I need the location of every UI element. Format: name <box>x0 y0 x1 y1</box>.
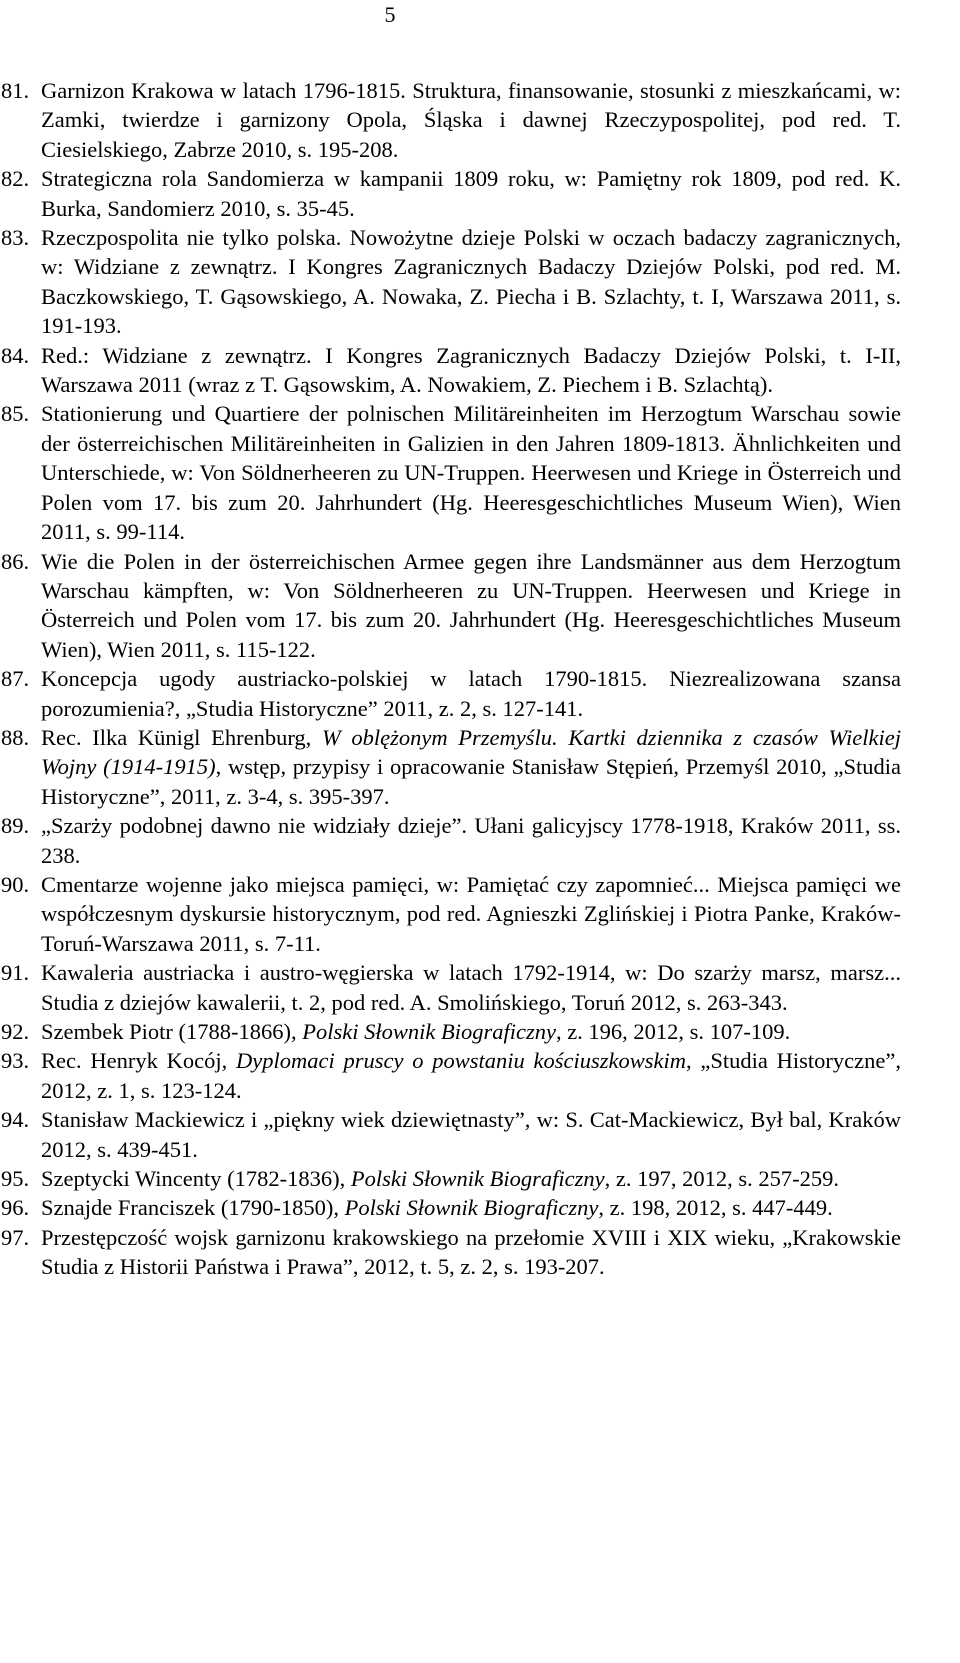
bibliography-entry <box>0 870 960 958</box>
entry-text <box>41 1017 901 1046</box>
entry-number: 85. <box>1 401 30 427</box>
bibliography-entry <box>0 1105 960 1164</box>
entry-italic-title: Dyplomaci pruscy o powstaniu kościuszkowskim <box>236 1048 687 1074</box>
entry-text-segment: Kawaleria austriacka i austro-węgierska w latach 1792-1914, w: Do szarży marsz, marsz... Studia z dziejów kawalerii, t. 2, pod red. A. Smolińskiego, Toruń 2012, s. 263-343. <box>41 960 901 1015</box>
entry-text <box>41 723 901 811</box>
entry-text-segment: , z. 197, 2012, s. 257-259. <box>604 1166 839 1192</box>
entry-text-segment: Red.: Widziane z zewnątrz. I Kongres Zagranicznych Badaczy Dziejów Polski, t. I-II, Warszawa 2011 (wraz z T. Gąsowskim, A. Nowakiem, Z. Piechem i B. Szlachtą). <box>41 342 901 398</box>
entry-text <box>41 1046 901 1105</box>
bibliography-entry <box>0 664 960 723</box>
bibliography-entry <box>0 399 960 546</box>
bibliography-entry <box>0 341 960 400</box>
entry-number: 88. <box>1 724 30 750</box>
bibliography-entry <box>0 223 960 341</box>
entry-number: 83. <box>1 225 30 251</box>
entry-text <box>41 1105 901 1164</box>
entry-text <box>41 811 901 870</box>
entry-text <box>41 870 901 958</box>
entry-text-segment: Stationierung und Quartiere der polnischen Militäreinheiten im Herzogtum Warschau sowie der österreichischen Militäreinheiten in Galizien in den Jahren 1809-1813. Ähnlichkeiten und Unterschiede, w: Von Söldnerheeren zu UN-Truppen. Heerwesen und Kriege in Österreich und Polen vom 17. bis zum 20. Jahrhundert (Hg. Heeresgeschichtliches Museum Wien), Wien 2011, s. 99-114. <box>41 401 901 545</box>
entry-text-segment: Stanisław Mackiewicz i „piękny wiek dziewiętnasty”, w: S. Cat-Mackiewicz, Był bal, Kraków 2012, s. 439-451. <box>41 1107 901 1162</box>
entry-number: 94. <box>1 1107 30 1133</box>
entry-number: 87. <box>1 666 30 692</box>
entry-text-segment: , z. 196, 2012, s. 107-109. <box>555 1019 791 1044</box>
bibliography-entry <box>0 547 960 665</box>
entry-text-segment: , z. 198, 2012, s. 447-449. <box>598 1195 833 1221</box>
bibliography-entry <box>0 164 960 223</box>
entry-italic-title: W oblężonym Przemyślu. Kartki dziennika z czasów Wielkiej Wojny (1914-1915) <box>41 724 902 780</box>
entry-text <box>41 1223 901 1282</box>
entry-text <box>41 958 901 1017</box>
entry-text-segment: Rzeczpospolita nie tylko polska. Nowożytne dzieje Polski w oczach badaczy zagranicznych, w: Widziane z zewnątrz. I Kongres Zagranicznych Badaczy Dziejów Polski, pod red. M. Baczkowskiego, T. Gąsowskiego, A. Nowaka, Z. Piecha i B. Szlachty, t. I, Warszawa 2011, s. 191-193. <box>41 225 901 339</box>
entry-text <box>41 399 901 546</box>
bibliography-entry <box>0 76 960 164</box>
entry-number: 81. <box>1 78 30 103</box>
entry-text-segment: „Szarży podobnej dawno nie widziały dzieje”. Ułani galicyjscy 1778-1918, Kraków 2011, ss. 238. <box>41 813 901 868</box>
entry-text-segment: Rec. Henryk Kocój, <box>41 1048 236 1074</box>
entry-number: 95. <box>1 1166 30 1192</box>
entry-text-segment: Cmentarze wojenne jako miejsca pamięci, w: Pamiętać czy zapomnieć... Miejsca pamięci we współczesnym dyskursie historycznym, pod red. Agnieszki Zglińskiej i Piotra Panke, Kraków-Toruń-Warszawa 2011, s. 7-11. <box>41 871 901 956</box>
entry-text <box>41 547 901 665</box>
entry-italic-title: Polski Słownik Biograficzny <box>350 1166 605 1192</box>
entry-number: 84. <box>1 342 30 368</box>
bibliography-entry <box>0 1046 960 1105</box>
entry-text-segment: Szeptycki Wincenty (1782-1836), <box>41 1166 351 1192</box>
bibliography-list <box>0 76 960 1282</box>
entry-text-segment: Przestępczość wojsk garnizonu krakowskiego na przełomie XVIII i XIX wieku, „Krakowskie Studia z Historii Państwa i Prawa”, 2012, t. 5, z. 2, s. 193-207. <box>41 1224 901 1280</box>
bibliography-entry <box>0 1223 960 1282</box>
entry-text-segment: Strategiczna rola Sandomierza w kampanii 1809 roku, w: Pamiętny rok 1809, pod red. K. Burka, Sandomierz 2010, s. 35-45. <box>41 166 901 221</box>
bibliography-entry <box>0 958 960 1017</box>
entry-number: 92. <box>1 1019 30 1044</box>
entry-number: 89. <box>1 813 30 839</box>
entry-text-segment: Rec. Ilka Künigl Ehrenburg, <box>41 724 322 750</box>
bibliography-entry <box>0 1193 960 1222</box>
entry-italic-title: Polski Słownik Biograficzny <box>344 1195 599 1221</box>
entry-text <box>41 1164 901 1193</box>
entry-number: 96. <box>1 1195 30 1221</box>
entry-text-segment: , wstęp, przypisy i opracowanie Stanisław Stępień, Przemyśl 2010, „Studia Historyczne”, 2011, z. 3-4, s. 395-397. <box>41 754 901 809</box>
entry-text-segment: Szembek Piotr (1788-1866), <box>41 1019 303 1044</box>
entry-number: 82. <box>1 166 30 192</box>
entry-text-segment: , „Studia Historyczne”, 2012, z. 1, s. 123-124. <box>41 1048 901 1103</box>
entry-number: 86. <box>1 548 30 574</box>
entry-text-segment: Wie die Polen in der österreichischen Armee gegen ihre Landsmänner aus dem Herzogtum Warschau kämpften, w: Von Söldnerheeren zu UN-Truppen. Heerwesen und Kriege in Österreich und Polen vom 17. bis zum 20. Jahrhundert (Hg. Heeresgeschichtliches Museum Wien), Wien 2011, s. 115-122. <box>41 548 901 662</box>
entry-number: 97. <box>1 1224 30 1250</box>
bibliography-entry <box>0 1164 960 1193</box>
entry-text-segment: Koncepcja ugody austriacko-polskiej w latach 1790-1815. Niezrealizowana szansa porozumienia?, „Studia Historyczne” 2011, z. 2, s. 127-141. <box>41 666 901 721</box>
entry-text <box>41 341 901 400</box>
page-number: 5 <box>384 2 396 27</box>
entry-text <box>41 76 901 164</box>
entry-number: 93. <box>1 1048 30 1074</box>
bibliography-entry <box>0 723 960 811</box>
entry-text <box>41 664 901 723</box>
entry-text-segment: Garnizon Krakowa w latach 1796-1815. Struktura, finansowanie, stosunki z mieszkańcami, w: Zamki, twierdze i garnizony Opola, Śląska i dawnej Rzeczypospolitej, pod red. T. Ciesielskiego, Zabrze 2010, s. 195-208. <box>41 78 901 162</box>
bibliography-entry <box>0 1017 960 1046</box>
entry-number: 90. <box>1 871 30 897</box>
entry-text <box>41 223 901 341</box>
entry-text <box>41 164 901 223</box>
entry-text <box>41 1193 901 1222</box>
entry-text-segment: Sznajde Franciszek (1790-1850), <box>41 1195 345 1221</box>
entry-number: 91. <box>1 960 30 986</box>
bibliography-entry <box>0 811 960 870</box>
entry-italic-title: Polski Słownik Biograficzny <box>302 1019 556 1044</box>
